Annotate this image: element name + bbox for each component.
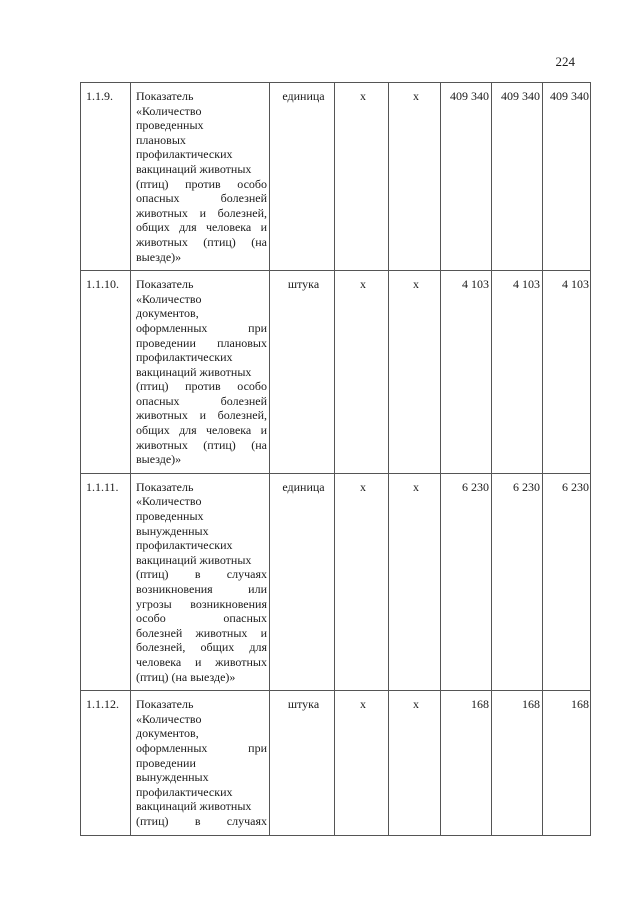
description-line: (птиц) против особо: [136, 176, 267, 191]
page-number: 224: [555, 54, 575, 69]
description-line: опасных болезней: [136, 393, 267, 408]
description-line: опасных болезней: [136, 191, 267, 206]
description-line: возникновения или: [136, 582, 267, 596]
description-line: вакцинаций животных: [136, 552, 252, 567]
description-line: проведенных: [136, 509, 204, 524]
description-line: вакцинаций животных: [136, 161, 252, 176]
description-line: человека и животных: [136, 654, 267, 669]
value-cell-2: 168: [492, 691, 543, 835]
value-cell-2: 6 230: [492, 473, 543, 690]
indicators-table-body: [81, 83, 591, 836]
table-row: [81, 691, 591, 835]
description-line: плановых: [136, 132, 186, 147]
row-number-cell: 1.1.12.: [81, 691, 131, 835]
description-line: «Количество: [136, 711, 202, 726]
value-cell-1: 409 340: [441, 83, 492, 271]
description-line: «Количество: [136, 494, 202, 509]
value-cell-1: 168: [441, 691, 492, 835]
placeholder-x-cell: x: [389, 473, 441, 690]
description-line: оформленных при: [136, 320, 267, 335]
value-cell-2: 409 340: [492, 83, 543, 271]
description-line: угрозы возникновения: [136, 596, 267, 611]
description-line: вакцинаций животных: [136, 799, 252, 814]
description-line: животных (птиц) (на: [136, 437, 267, 452]
description-line: документов,: [136, 306, 199, 321]
unit-cell: единица: [270, 83, 335, 271]
description-line: животных и болезней,: [136, 205, 267, 220]
placeholder-x-cell: x: [335, 271, 389, 474]
value-cell-3: 4 103: [543, 271, 591, 474]
table-row: [81, 473, 591, 690]
description-line: общих для человека и: [136, 220, 267, 235]
placeholder-x-cell: x: [335, 691, 389, 835]
description-line: проведении плановых: [136, 335, 267, 350]
description-line: болезней животных и: [136, 625, 267, 640]
placeholder-x-cell: x: [389, 83, 441, 271]
row-number-cell: 1.1.9.: [81, 83, 131, 271]
table-row: [81, 83, 591, 271]
description-line: проведенных: [136, 118, 204, 133]
description-line: профилактических: [136, 350, 233, 365]
description-line: болезней, общих для: [136, 640, 267, 655]
placeholder-x-cell: x: [335, 83, 389, 271]
description-line: профилактических: [136, 538, 233, 553]
row-number-cell: 1.1.11.: [81, 473, 131, 690]
value-cell-1: 6 230: [441, 473, 492, 690]
description-line: Показатель: [136, 479, 194, 494]
description-line: профилактических: [136, 147, 233, 162]
placeholder-x-cell: x: [389, 271, 441, 474]
indicator-description-cell: [131, 691, 270, 835]
description-line: (птиц) в случаях: [136, 567, 267, 582]
value-cell-3: 409 340: [543, 83, 591, 271]
description-line: животных (птиц) (на: [136, 234, 267, 249]
description-line: «Количество: [136, 291, 202, 306]
value-cell-2: 4 103: [492, 271, 543, 474]
indicators-table: [80, 82, 591, 836]
value-cell-3: 168: [543, 691, 591, 835]
description-line: проведении: [136, 755, 196, 770]
placeholder-x-cell: x: [389, 691, 441, 835]
indicator-description-cell: [131, 83, 270, 271]
unit-cell: штука: [270, 271, 335, 474]
description-line: вынужденных: [136, 523, 209, 538]
description-line: вынужденных: [136, 770, 209, 785]
description-line: общих для человека и: [136, 423, 267, 438]
indicator-description-cell: [131, 271, 270, 474]
description-line: «Количество: [136, 103, 202, 118]
description-line: документов,: [136, 726, 199, 741]
description-line: (птиц) (на выезде)»: [136, 669, 236, 684]
description-line: особо опасных: [136, 611, 267, 626]
value-cell-1: 4 103: [441, 271, 492, 474]
row-number-cell: 1.1.10.: [81, 271, 131, 474]
indicator-description-cell: [131, 473, 270, 690]
description-line: животных и болезней,: [136, 408, 267, 423]
unit-cell: единица: [270, 473, 335, 690]
description-line: (птиц) против особо: [136, 379, 267, 394]
unit-cell: штука: [270, 691, 335, 835]
description-line: выезде)»: [136, 249, 182, 264]
value-cell-3: 6 230: [543, 473, 591, 690]
description-line: вакцинаций животных: [136, 364, 252, 379]
description-line: Показатель: [136, 89, 194, 103]
description-line: оформленных при: [136, 740, 267, 755]
placeholder-x-cell: x: [335, 473, 389, 690]
description-line: Показатель: [136, 697, 194, 712]
description-line: Показатель: [136, 277, 194, 292]
description-line: профилактических: [136, 784, 233, 799]
table-row: [81, 271, 591, 474]
description-line: (птиц) в случаях: [136, 813, 267, 828]
description-line: выезде)»: [136, 452, 182, 467]
